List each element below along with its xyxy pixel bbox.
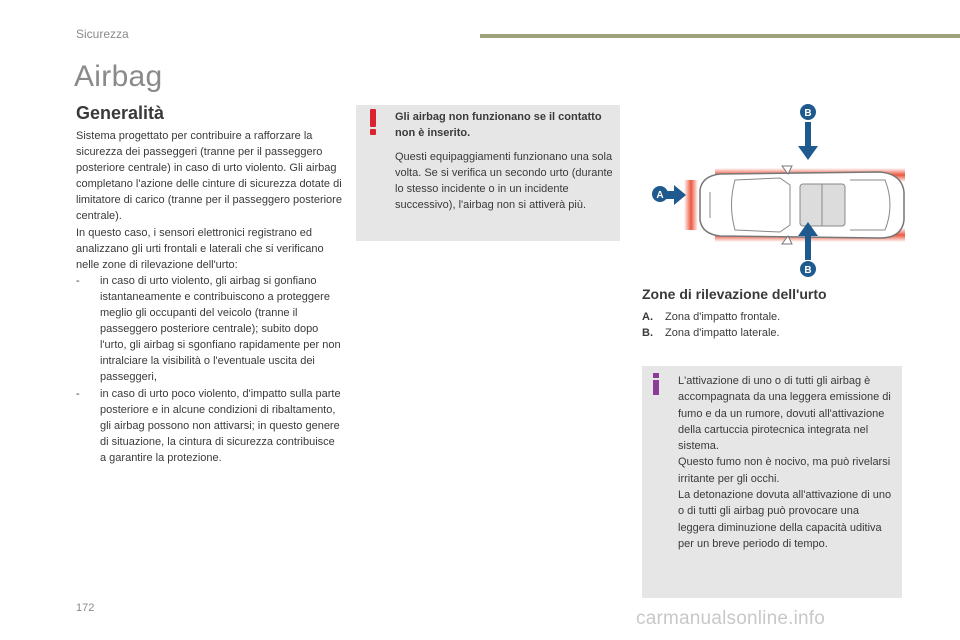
info-text: [678, 373, 898, 552]
info-text-2: Questo fumo non è nocivo, ma può rivelarsi irritante per gli occhi.: [678, 456, 891, 485]
label-b-top: B: [804, 108, 812, 119]
generalita-body: [76, 128, 342, 466]
zone-key: B.: [642, 327, 653, 339]
sensors-paragraph: In questo caso, i sensori elettronici registrano ed analizzano gli urti frontali e laterali che si verificano nelle zone di rilevazione dell'urto:: [76, 226, 324, 271]
label-a: A: [656, 190, 664, 201]
arrow-top-icon: [798, 122, 818, 160]
bullet-dash: -: [76, 274, 80, 287]
list-item: [642, 309, 780, 325]
bullet-dash: -: [76, 387, 80, 400]
warning-text: Questi equipaggiamenti funzionano una sola volta. Se si verifica un secondo urto (durante lo stesso incidente o in un incidente successivo), l'airbag non si attiverà più.: [395, 151, 613, 211]
header-accent-bar: [480, 34, 960, 38]
bullet-text: in caso di urto violento, gli airbag si gonfiano istantaneamente e contribuiscono a proteggere meglio gli occupanti del veicolo (tranne il passeggero posteriore centrale); subito dopo l'urto, gli airbag si sgonfiano rapidamente per non intralciare la visibilità o l'eventuale uscita dei passeggeri,: [100, 274, 341, 384]
zones-heading: Zone di rilevazione dell'urto: [642, 286, 827, 302]
list-item: [76, 273, 342, 386]
zones-list: [642, 309, 780, 341]
info-text-1: L'attivazione di uno o di tutti gli airbag è accompagnata da una leggera emissione di fumo e da un rumore, dovuti all'attivazione della cartuccia pirotecnica integrata nel sistema.: [678, 375, 891, 453]
page-title: Airbag: [74, 60, 163, 93]
intro-paragraph: Sistema progettato per contribuire a rafforzare la sicurezza dei passeggeri (tranne per il passeggero posteriore centrale) in caso di urto violento. Gli airbag completano l'azione delle cinture di sicurezza dotate di limitatore di carico (tranne per il passeggero posteriore centrale).: [76, 130, 342, 223]
zone-text: Zona d'impatto laterale.: [665, 327, 780, 339]
zone-key: A.: [642, 311, 653, 323]
watermark: carmanualsonline.info: [636, 608, 826, 629]
zone-text: Zona d'impatto frontale.: [665, 311, 781, 323]
front-impact-zone: [684, 180, 698, 230]
info-icon: [653, 373, 659, 395]
page-number: 172: [76, 602, 95, 614]
info-text-3: La detonazione dovuta all'attivazione di uno o di tutti gli airbag può provocare una leggera diminuzione della capacità uditiva per un breve periodo di tempo.: [678, 489, 892, 550]
list-item: [76, 386, 342, 466]
car-impact-diagram: [640, 100, 940, 280]
generalita-heading: Generalità: [76, 103, 165, 123]
bullet-text: in caso di urto poco violento, d'impatto sulla parte posteriore e in alcune condizioni di ribaltamento, gli airbag possono non attivarsi; in questo genere di situazione, la cintura di sicurezza contribuisce a garantire la protezione.: [100, 387, 341, 464]
section-label: Sicurezza: [76, 27, 129, 41]
list-item: [642, 325, 780, 341]
label-b-bottom: B: [804, 265, 812, 276]
exclamation-icon: [369, 109, 377, 135]
warning-title: Gli airbag non funzionano se il contatto non è inserito.: [395, 111, 602, 139]
